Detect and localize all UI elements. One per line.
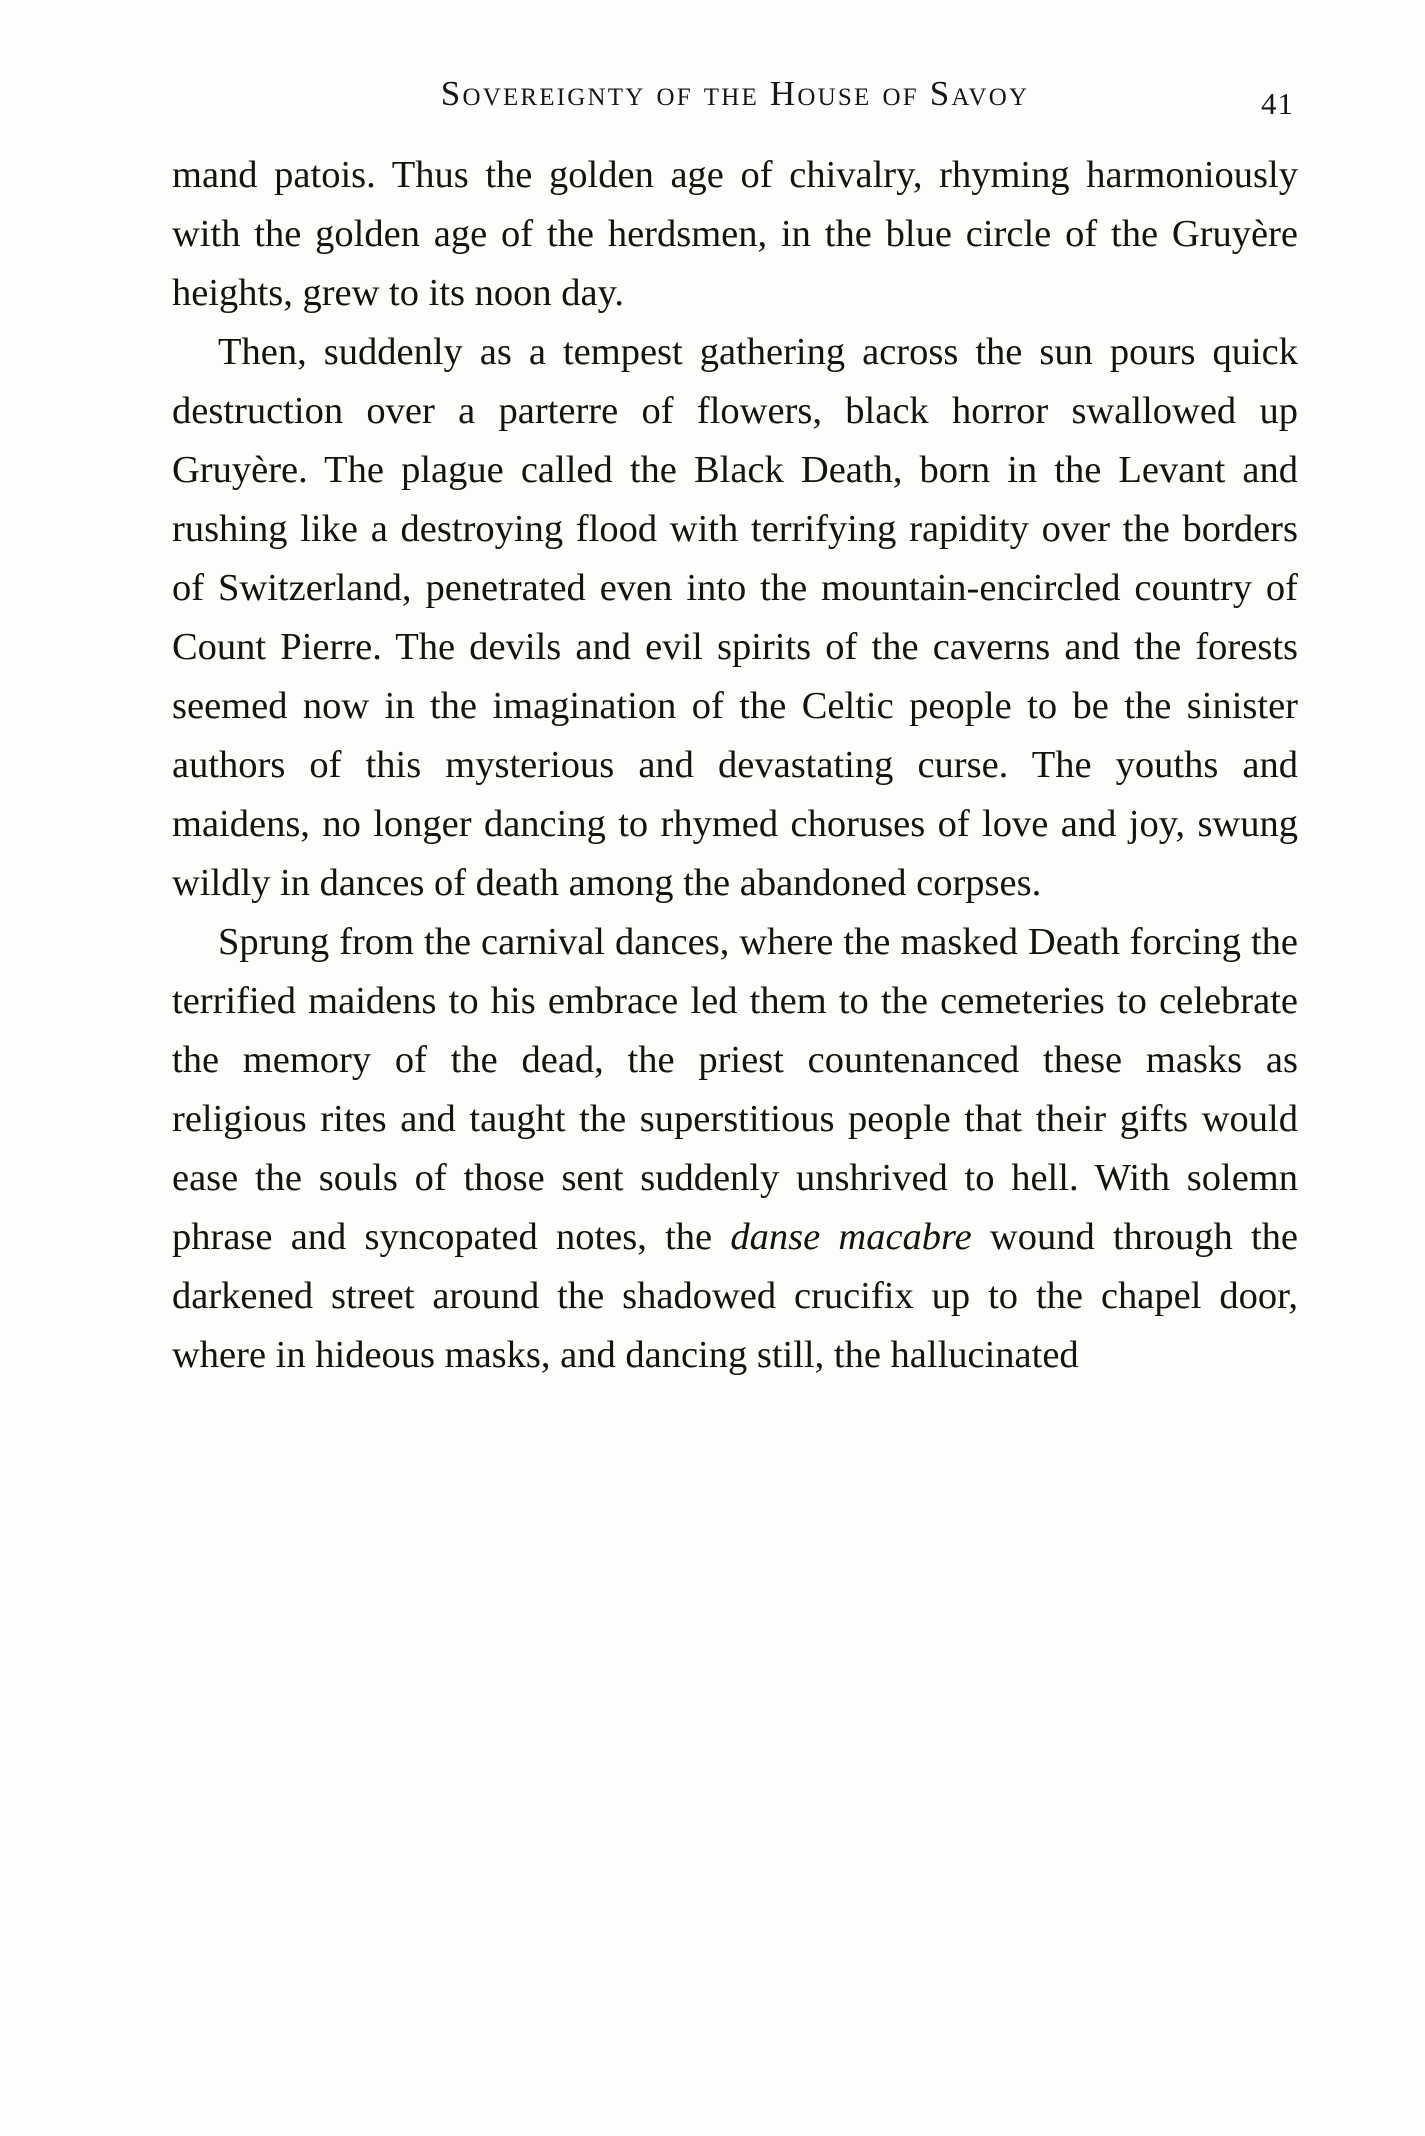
running-head-title: Sovereignty of the House of Savoy [440, 74, 1030, 113]
paragraph-1: mand patois. Thus the golden age of chivalry, rhyming harmoniously with the golden age of the herdsmen, in the blue circle of the Gruyère heights, grew to its noon day. [172, 154, 1298, 314]
body-text [172, 146, 1298, 1385]
page-number: 41 [1261, 86, 1294, 121]
paragraph-3-part-1: Sprung from the carnival dances, where the masked Death forcing the terrified maidens to his embrace led them to the cemeteries to celebrate the memory of the dead, the priest countenanced these masks as religious rites and taught the superstitious people that their gifts would ease the souls of those sent suddenly unshrived to hell. With solemn phrase and syncopated notes, the [172, 921, 1298, 1258]
paragraph-2: Then, suddenly as a tempest gathering across the sun pours quick destruction over a parterre of flowers, black horror swallowed up Gruyère. The plague called the Black Death, born in the Levant and rushing like a destroying flood with terrifying rapidity over the borders of Switzerland, penetrated even into the mountain-encircled country of Count Pierre. The devils and evil spirits of the caverns and the forests seemed now in the imagination of the Celtic people to be the sinister authors of this mysterious and devastating curse. The youths and maidens, no longer dancing to rhymed choruses of love and joy, swung wildly in dances of death among the abandoned corpses. [172, 331, 1298, 904]
paragraph-3-part-2: wound through the darkened street around the shadowed crucifix up to the chapel door, where in hideous masks, and dancing still, the hallucinated [172, 1216, 1298, 1376]
paragraph-3-italic-phrase: danse macabre [730, 1216, 972, 1258]
paragraph-3 [172, 913, 1298, 1385]
page-content [172, 74, 1298, 1385]
running-head [172, 74, 1298, 128]
